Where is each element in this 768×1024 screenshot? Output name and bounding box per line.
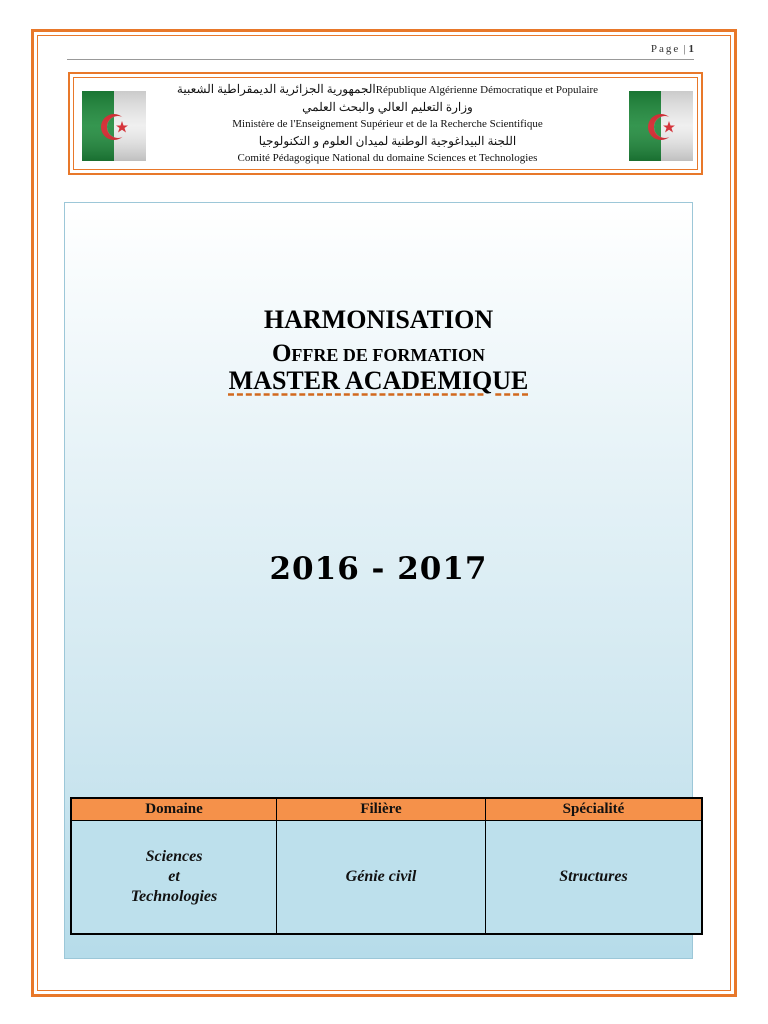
header-filiere: Filière [277, 799, 486, 820]
ministry-french: Ministère de l'Enseignement Supérieur et de la Recherche Scientifique [232, 118, 543, 130]
institution-header [68, 72, 703, 175]
institution-header-text [150, 81, 625, 167]
header-domaine: Domaine [72, 799, 277, 820]
algerian-flag-right [629, 91, 693, 161]
table-row [72, 821, 701, 933]
ministry-arabic: وزارة التعليم العالي والبحث العلمي [302, 100, 473, 114]
page-number-value: 1 [688, 43, 694, 55]
page-label-text: Page [650, 43, 681, 55]
subtitle-rest: FFRE DE FORMATION [291, 345, 486, 365]
header-specialite: Spécialité [562, 801, 625, 817]
header-rule [67, 59, 694, 60]
cover-program [64, 366, 693, 396]
republic-line [150, 81, 625, 99]
domaine-line-2: et [168, 868, 180, 885]
cell-specialite: Structures [559, 868, 628, 885]
cell-filiere: Génie civil [277, 821, 486, 933]
page-number: Page | 1 [650, 43, 694, 55]
cell-domaine [72, 821, 277, 933]
academic-year: 2016 - 2017 [269, 551, 488, 587]
domaine-line-3: Technologies [130, 888, 218, 905]
republic-french: République Algérienne Démocratique et Populaire [375, 84, 599, 96]
algerian-flag-left [82, 91, 146, 161]
program-name: MASTER ACADEMIQUE [228, 366, 529, 395]
table-header-row [72, 799, 701, 821]
committee-arabic: اللجنة البيداغوجية الوطنية لميدان العلوم و التكنولوجيا [258, 134, 517, 148]
domaine-line-1: Sciences [145, 848, 203, 865]
cover-title: HARMONISATION [263, 305, 494, 334]
republic-arabic: الجمهورية الجزائرية الديمقراطية الشعبية [176, 82, 376, 96]
program-table [70, 797, 703, 935]
cover-subtitle [64, 340, 693, 368]
subtitle-initial: O [271, 340, 292, 367]
committee-french: Comité Pédagogique National du domaine Sciences et Technologies [237, 152, 538, 164]
